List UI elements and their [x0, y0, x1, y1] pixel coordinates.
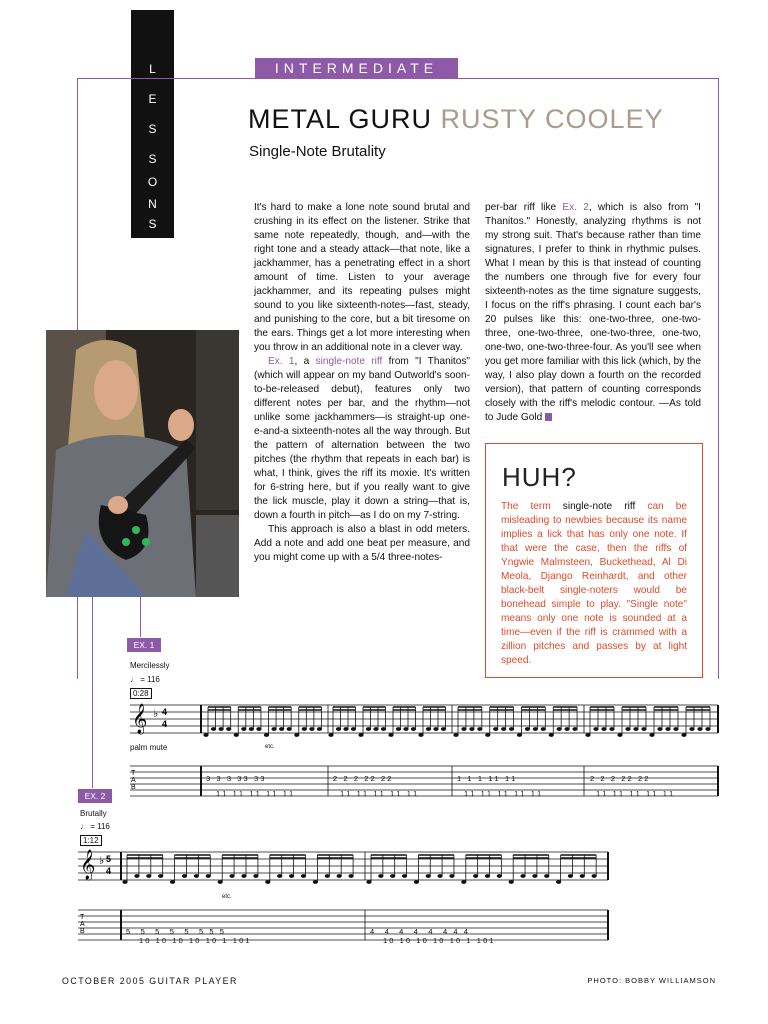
key-signature-flat-icon: ♭ [153, 707, 159, 720]
note-head [381, 727, 386, 731]
note-head [277, 874, 282, 878]
note-head [485, 874, 490, 878]
note-head [544, 874, 549, 878]
note-head [403, 727, 408, 731]
note-head [493, 727, 498, 731]
note-head [336, 727, 341, 731]
note-head [265, 880, 270, 884]
note-head [366, 727, 371, 731]
ex2-reference: Ex. 2 [562, 202, 589, 213]
note-head [580, 874, 585, 878]
note-head [657, 727, 662, 731]
note-head [601, 727, 606, 731]
paragraph: This approach is also a blast in odd meters. Add a note and add one beat per measure, and you might come up with a 5/4 three-notes- [254, 524, 470, 563]
note-head [279, 727, 284, 731]
term-highlight: single-note riff [562, 501, 636, 512]
tab-clef-a: A [80, 921, 85, 928]
note-head [565, 727, 570, 731]
note-head [337, 874, 342, 878]
note-head [249, 727, 254, 731]
note-head [226, 727, 231, 731]
ex2-label: EX. 2 [78, 789, 112, 803]
note-head [418, 733, 423, 737]
article-subtitle: Single-Note Brutality [249, 143, 386, 160]
ex1-time: 0:28 [130, 688, 152, 699]
note-head [302, 727, 307, 731]
ex1-notes [203, 707, 710, 737]
sidebar-body: The term single-note riff can be misleading to newbies because its name implies a lick that has only one note. If that were the case, then the riffs of Yngwie Malmsteen, Buckethead, Al Di Meola, Django Reinhardt, and other black-belt single-noters would be bonehead simple to play. "Single note" means only one note is sounded at a time—even if the riff is crammed with a zillion pitches and passes by at light speed. [501, 501, 687, 666]
lessons-letter: E [148, 92, 157, 106]
note-head [313, 880, 318, 884]
tab-clef-b: B [131, 784, 136, 791]
palm-mute-label: palm mute [130, 743, 168, 752]
note-head [585, 733, 590, 737]
note-head [170, 880, 175, 884]
ex1-tab-top: 3 3 3 3 3 3 3 [206, 774, 265, 783]
note-head [497, 874, 502, 878]
ex2-tab-top: 4 4 4 4 4 4 4 4 [370, 927, 468, 936]
paragraph: per-bar riff like Ex. 2, which is also from "I Thanitos." Honestly, analyzing rhythms is not my strong suit. That's because rather than time signatures, I prefer to think in rhythmic pulses. What I mean by this is that instead of counting the numbers one through five for every four sixteenth-notes as the time signature suggests, I focus on the riff's phrasing. I count each bar's 20 pulses like this: one-two-three, one-two-three, one-two-three, one-two-three, one-two, one-two, one-two-three-four. As you'll see when you get more familiar with this lick (which, by the way, I also play down a fourth on the recorded version), that pattern of counting corresponds closely with the riff's melodic contour. —As told to Jude Gold [485, 202, 701, 423]
note-head [309, 727, 314, 731]
note-head [697, 727, 702, 731]
note-head [351, 727, 356, 731]
title-part1: METAL GURU [248, 104, 433, 134]
treble-clef-icon: 𝄞 [132, 704, 148, 734]
note-head [633, 727, 638, 731]
note-head [449, 874, 454, 878]
level-badge: INTERMEDIATE [255, 58, 458, 79]
treble-clef-icon: 𝄞 [80, 850, 96, 880]
ex2-tab-top: 5 5 5 5 5 5 5 5 [126, 927, 224, 936]
note-head [122, 880, 127, 884]
note-head [366, 880, 371, 884]
ex1-tab-bottom: 1 1 1 1 1 1 1 1 1 1 [340, 789, 418, 798]
tab-clef-t: T [131, 770, 136, 777]
note-head [219, 727, 224, 731]
note-head [206, 874, 211, 878]
note-head [396, 727, 401, 731]
ex1-tab-bottom: 1 1 1 1 1 1 1 1 1 1 [216, 789, 294, 798]
time-signature-icon: 4 [106, 866, 112, 876]
lessons-letter: S [148, 152, 157, 166]
note-head [568, 874, 573, 878]
note-head [317, 727, 322, 731]
note-head [509, 880, 514, 884]
sidebar-heading: HUH? [502, 462, 577, 492]
note-head [556, 880, 561, 884]
ex1-tab-bottom: 1 1 1 1 1 1 1 1 1 1 [596, 789, 674, 798]
note-head [461, 727, 466, 731]
note-head [158, 874, 163, 878]
note-head [241, 874, 246, 878]
note-head [426, 727, 431, 731]
note-head [182, 874, 187, 878]
note-head [532, 874, 537, 878]
ex2-time: 1:12 [80, 835, 102, 846]
note-head [230, 874, 235, 878]
note-head [625, 727, 630, 731]
note-head [473, 874, 478, 878]
note-head [325, 874, 330, 878]
note-head [438, 874, 443, 878]
note-head [485, 733, 490, 737]
note-head [271, 727, 276, 731]
time-signature-icon: 4 [162, 719, 168, 729]
note-head [234, 733, 239, 737]
note-head [665, 727, 670, 731]
note-head [294, 733, 299, 737]
lessons-letter: L [149, 62, 156, 76]
ex2-tempo-text: Brutally [80, 809, 107, 818]
note-head [349, 874, 354, 878]
note-head [218, 880, 223, 884]
note-head [549, 733, 554, 737]
note-head [373, 727, 378, 731]
note-head [517, 733, 522, 737]
note-head [414, 880, 419, 884]
note-head [426, 874, 431, 878]
ex1-tempo: ♩ = 116 [130, 675, 160, 684]
note-head [533, 727, 538, 731]
note-head [402, 874, 407, 878]
note-head [469, 727, 474, 731]
note-head [287, 727, 292, 731]
title-part2: RUSTY COOLEY [440, 104, 664, 134]
note-head [378, 874, 383, 878]
ex2-tab-bottom: 1 0 1 0 1 0 1 0 1 0 1 1 0 1 [139, 936, 250, 945]
note-head [211, 727, 216, 731]
note-head [705, 727, 710, 731]
lessons-letter: S [148, 217, 157, 231]
note-head [525, 727, 530, 731]
footer-photo-credit: PHOTO: BOBBY WILLIAMSON [587, 976, 716, 985]
note-head [358, 733, 363, 737]
note-head [572, 727, 577, 731]
note-head [689, 727, 694, 731]
note-head [461, 880, 466, 884]
note-head [411, 727, 416, 731]
note-head [146, 874, 151, 878]
ex1-tab-top: 2 2 2 2 2 2 2 [590, 774, 649, 783]
note-head [501, 727, 506, 731]
note-head [641, 727, 646, 731]
note-head [388, 733, 393, 737]
time-signature-icon: 5 [106, 854, 112, 864]
ex1-tab-top: 1 1 1 1 1 1 1 [457, 774, 516, 783]
note-head [609, 727, 614, 731]
ex1-reference: Ex. 1 [268, 356, 295, 367]
ex1-tempo-text: Mercilessly [130, 661, 170, 670]
note-head [453, 733, 458, 737]
note-head [477, 727, 482, 731]
note-head [593, 727, 598, 731]
quarter-note-icon: ♩ [130, 675, 138, 684]
key-signature-flat-icon: ♭ [99, 854, 105, 867]
note-head [264, 733, 269, 737]
note-head [592, 874, 597, 878]
note-head [433, 727, 438, 731]
ex2-tempo: ♩ = 116 [80, 822, 110, 831]
note-head [328, 733, 333, 737]
tab-clef-a: A [131, 777, 136, 784]
note-head [681, 733, 686, 737]
lessons-letter: N [148, 197, 157, 211]
note-head [253, 874, 258, 878]
tab-clef-b: B [80, 928, 85, 935]
time-signature-icon: 4 [162, 707, 168, 717]
note-head [673, 727, 678, 731]
ex1-label: EX. 1 [127, 638, 161, 652]
ex1-tab-bottom: 1 1 1 1 1 1 1 1 1 1 [464, 789, 542, 798]
ex1-etc: etc. [265, 744, 275, 750]
note-head [390, 874, 395, 878]
note-head [194, 874, 199, 878]
tab-clef-t: T [80, 914, 85, 921]
term-link: single-note riff [315, 356, 383, 367]
lessons-letter: S [148, 122, 157, 136]
paragraph: It's hard to make a lone note sound brutal and crushing in its effect on the listener. Strike that same note repeatedly, though, and—with the right tone and a steady attack—that note, like a jackhammer, has a penetrating effect in a short amount of time. Listen to your average jackhammer, and its repeating pulses might sound to you like sixteenth-notes—fast, steady, and punishing to the core, but a bit tiresome on the ears. Things get a lot more interesting when you throw in an additional note in a clever way. [254, 202, 470, 353]
note-head [541, 727, 546, 731]
ex2-etc: etc. [222, 894, 232, 900]
note-head [617, 733, 622, 737]
ex1-tab-top: 2 2 2 2 2 2 2 [333, 774, 392, 783]
note-head [203, 733, 208, 737]
note-head [241, 727, 246, 731]
ex2-tab-bottom: 1 0 1 0 1 0 1 0 1 0 1 1 0 1 [383, 936, 494, 945]
footer-issue: OCTOBER 2005 GUITAR PLAYER [62, 976, 238, 986]
lessons-letter: O [147, 175, 158, 189]
note-head [509, 727, 514, 731]
note-head [301, 874, 306, 878]
note-head [557, 727, 562, 731]
note-head [441, 727, 446, 731]
note-head [343, 727, 348, 731]
note-head [289, 874, 294, 878]
note-head [256, 727, 261, 731]
paragraph: Ex. 1, a single-note riff from "I Thanitos" (which will appear on my band Outworld's soon-to-be-released debut), features only two different notes per bar, and the rhythm—not unlike some jackhammers—is straight-up one-e-and-a sixteenth-notes all the way through. But the pattern of alternation between the two pitches (the rhythm that repeats in each bar) is what, I think, gives the riff its moxie. It's written for 6-string here, but if you really want to give the lick muscle, play it down a string—that is, down a fourth in pitch—as I do on my 7-string. [254, 356, 470, 521]
quarter-note-icon: ♩ [80, 822, 88, 831]
note-head [649, 733, 654, 737]
note-head [520, 874, 525, 878]
note-head [134, 874, 139, 878]
